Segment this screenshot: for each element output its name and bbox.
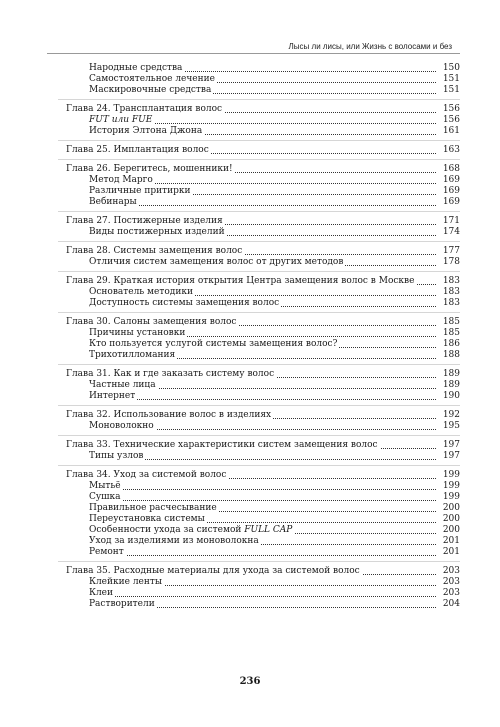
toc-section-entry[interactable] [89,339,460,350]
toc-entry-page: 203 [442,577,460,587]
toc-entry-page: 200 [442,514,460,524]
group-divider [58,435,460,436]
toc-entry-page: 178 [442,257,460,267]
toc-entry-page: 190 [442,391,460,401]
toc-entry-title: Трихотилломания [89,350,176,360]
group-divider [58,140,460,141]
toc-entry-page: 189 [442,369,460,379]
toc-entry-page: 197 [442,451,460,461]
toc-section-entry[interactable] [89,577,460,588]
toc-entry-title: Сушка [89,492,121,502]
toc-entry-page: 185 [442,328,460,338]
toc-section-entry[interactable] [89,514,460,525]
toc-entry-title: Правильное расчесывание [89,503,217,513]
toc-section-entry[interactable] [89,481,460,492]
toc-entry-title: Глава 29. Краткая история открытия Центра замещения волос в Москве [66,276,415,286]
toc-entry-title: Особенности ухода за системой FULL CAP [89,525,293,535]
toc-section-entry[interactable] [89,451,460,462]
toc-entry-title: Моноволокно [89,421,154,431]
toc-entry-page: 151 [442,74,460,84]
toc-entry-title: Кто пользуется услугой системы замещения волос? [89,339,338,349]
toc-section-entry[interactable] [89,298,460,309]
group-divider [58,99,460,100]
toc-group [0,164,500,208]
toc-entry-title: Вебинары [89,197,137,207]
dot-leader [89,205,436,206]
toc-entry-title: Глава 27. Постижерные изделия [66,216,223,226]
toc-entry-page: 200 [442,525,460,535]
toc-group [0,440,500,462]
toc-entry-page: 203 [442,566,460,576]
toc-entry-page: 192 [442,410,460,420]
toc-section-entry[interactable] [89,380,460,391]
toc-entry-title: Метод Марго [89,175,153,185]
toc-entry-page: 156 [442,115,460,125]
dot-leader [89,399,436,400]
toc-entry-page: 168 [442,164,460,174]
toc-section-entry[interactable] [89,287,460,298]
toc-entry-page: 174 [442,227,460,237]
toc-entry-title: Глава 33. Технические характеристики систем замещения волос [66,440,378,450]
toc-entry-page: 150 [442,63,460,73]
toc-entry-title: Ремонт [89,547,124,557]
toc-entry-page: 163 [442,145,460,155]
toc-entry-title: Различные притирки [89,186,191,196]
toc-entry-page: 201 [442,536,460,546]
dot-leader [89,489,436,490]
group-divider [58,211,460,212]
page-number: 236 [239,676,261,687]
toc-section-entry[interactable] [89,525,460,536]
toc-entry-title: Народные средства [89,63,183,73]
toc-chapter-entry[interactable] [66,410,460,421]
toc-section-entry[interactable] [89,175,460,186]
toc-section-entry[interactable] [89,328,460,339]
toc-group [0,104,500,137]
toc-section-entry[interactable] [89,186,460,197]
toc-group [0,63,500,96]
toc-entry-title: Растворители [89,599,155,609]
toc-entry-page: 199 [442,470,460,480]
toc-group [0,216,500,238]
toc-entry-title: Самостоятельное лечение [89,74,215,84]
group-divider [58,241,460,242]
toc-entry-title: Глава 30. Салоны замещения волос [66,317,237,327]
toc-chapter-entry[interactable] [66,164,460,175]
toc-entry-page: 199 [442,481,460,491]
toc-entry-title: Маскировочные средства [89,85,212,95]
toc-entry-page: 185 [442,317,460,327]
toc-entry-page: 156 [442,104,460,114]
toc-entry-page: 199 [442,492,460,502]
toc-group [0,410,500,432]
toc-section-entry[interactable] [89,257,460,268]
toc-entry-page: 177 [442,246,460,256]
toc-entry-page: 186 [442,339,460,349]
toc-entry-page: 200 [442,503,460,513]
toc-entry-title: Глава 26. Берегитесь, мошенники! [66,164,233,174]
toc-section-entry[interactable] [89,63,460,74]
toc-group [0,317,500,361]
toc-section-entry[interactable] [89,126,460,137]
table-of-contents [0,63,500,618]
toc-chapter-entry[interactable] [66,145,460,156]
toc-entry-page: 171 [442,216,460,226]
toc-entry-title: Типы узлов [89,451,144,461]
toc-entry-page: 189 [442,380,460,390]
dot-leader [89,596,436,597]
toc-chapter-entry[interactable] [66,566,460,577]
toc-section-entry[interactable] [89,227,460,238]
toc-entry-page: 183 [442,287,460,297]
toc-chapter-entry[interactable] [66,440,460,451]
toc-section-entry[interactable] [89,599,460,610]
toc-entry-page: 188 [442,350,460,360]
toc-entry-title: FUT или FUE [89,115,153,125]
group-divider [58,465,460,466]
toc-chapter-entry[interactable] [66,104,460,115]
toc-entry-title: Глава 25. Имплантация волос [66,145,209,155]
toc-chapter-entry[interactable] [66,246,460,257]
toc-section-entry[interactable] [89,74,460,85]
group-divider [58,159,460,160]
running-header: Лысы ли лисы, или Жизнь с волосами и без [288,42,452,51]
toc-group [0,369,500,402]
toc-entry-page: 203 [442,588,460,598]
toc-section-entry[interactable] [89,350,460,361]
toc-group [0,276,500,309]
toc-entry-title: Глава 28. Системы замещения волос [66,246,243,256]
group-divider [58,271,460,272]
toc-entry-title: Доступность системы замещения волос [89,298,280,308]
toc-entry-title: Основатель методики [89,287,193,297]
toc-section-entry[interactable] [89,391,460,402]
dot-leader [89,555,436,556]
toc-entry-page: 169 [442,175,460,185]
toc-entry-title: История Элтона Джона [89,126,203,136]
toc-entry-title: Мытьё [89,481,121,491]
toc-section-entry[interactable] [89,421,460,432]
toc-entry-title: Глава 24. Трансплантация волос [66,104,223,114]
toc-group [0,145,500,156]
toc-entry-page: 195 [442,421,460,431]
toc-entry-title: Уход за изделиями из моноволокна [89,536,259,546]
toc-entry-page: 197 [442,440,460,450]
group-divider [58,312,460,313]
toc-section-entry[interactable] [89,503,460,514]
toc-entry-page: 183 [442,298,460,308]
header-rule [47,53,460,54]
toc-entry-page: 204 [442,599,460,609]
toc-section-entry[interactable] [89,588,460,599]
toc-entry-page: 183 [442,276,460,286]
toc-entry-title: Отличия систем замещения волос от других методов [89,257,344,267]
toc-entry-title: Частные лица [89,380,156,390]
toc-chapter-entry[interactable] [66,216,460,227]
toc-entry-title: Виды постижерных изделий [89,227,225,237]
toc-entry-title: Клеи [89,588,114,598]
toc-entry-page: 169 [442,197,460,207]
toc-entry-title: Переустановка системы [89,514,205,524]
toc-entry-title: Глава 32. Использование волос в изделиях [66,410,272,420]
toc-section-entry[interactable] [89,492,460,503]
toc-entry-title: Клейкие ленты [89,577,163,587]
toc-entry-title: Глава 35. Расходные материалы для ухода за системой волос [66,566,360,576]
toc-chapter-entry[interactable] [66,276,460,287]
toc-chapter-entry[interactable] [66,470,460,481]
toc-group [0,246,500,268]
toc-entry-page: 169 [442,186,460,196]
group-divider [58,405,460,406]
toc-group [0,470,500,558]
group-divider [58,364,460,365]
toc-section-entry[interactable] [89,85,460,96]
toc-section-entry[interactable] [89,547,460,558]
toc-chapter-entry[interactable] [66,369,460,380]
toc-chapter-entry[interactable] [66,317,460,328]
toc-entry-title: Глава 31. Как и где заказать систему волос [66,369,275,379]
toc-entry-page: 151 [442,85,460,95]
group-divider [58,561,460,562]
dot-leader [89,500,436,501]
toc-entry-page: 201 [442,547,460,557]
toc-group [0,566,500,610]
toc-section-entry[interactable] [89,536,460,547]
toc-entry-title: Причины установки [89,328,186,338]
toc-entry-title: Интернет [89,391,136,401]
toc-entry-page: 161 [442,126,460,136]
toc-section-entry[interactable] [89,197,460,208]
toc-entry-title: Глава 34. Уход за системой волос [66,470,227,480]
toc-section-entry[interactable] [89,115,460,126]
